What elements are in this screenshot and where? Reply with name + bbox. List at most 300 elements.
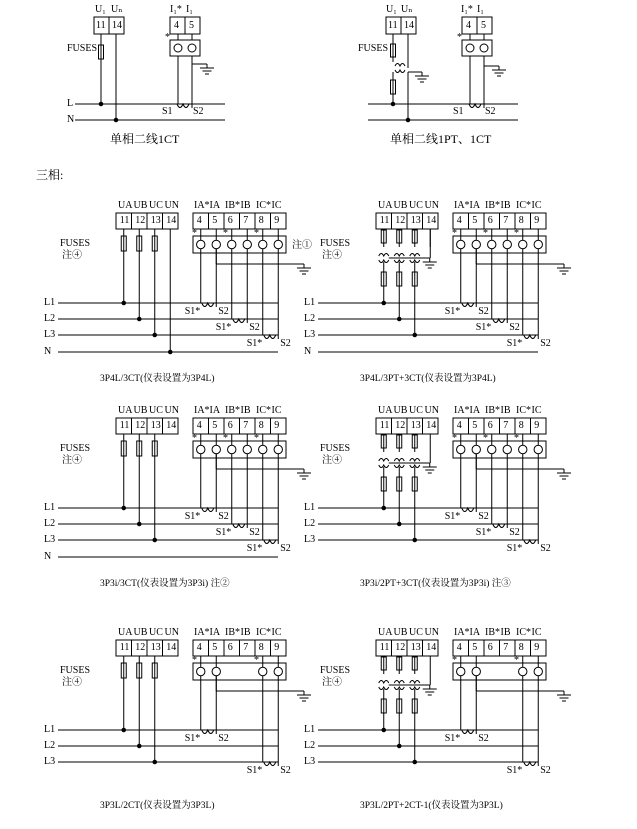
d3-s2-0: S2 xyxy=(218,306,229,317)
d7-head-ia: IA xyxy=(209,627,221,638)
d6-measure-circle xyxy=(457,445,465,453)
d4-ct-coil xyxy=(524,335,536,339)
junction-dot xyxy=(382,301,386,305)
d3-note4: 注④ xyxy=(62,250,82,261)
d2-head-i1s: I₁* xyxy=(461,4,473,15)
d4-head-ua: UA xyxy=(378,200,393,211)
d8-head-ib: IB xyxy=(500,627,511,638)
section-three-phase-label: 三相: xyxy=(36,168,64,182)
d7-terminal-11: 11 xyxy=(119,642,130,653)
d7-s2-2: S2 xyxy=(280,765,291,776)
d8-note4: 注④ xyxy=(322,677,342,688)
d4-s1-1: S1* xyxy=(475,322,492,333)
d5-star-0: * xyxy=(192,433,197,444)
d8-caption: 3P3L/2PT+2CT-1(仪表设置为3P3L) xyxy=(360,801,503,811)
d3-terminal-6: 6 xyxy=(227,215,233,226)
d5-note4: 注④ xyxy=(62,455,82,466)
d8-s1-0: S1* xyxy=(444,733,461,744)
junction-dot xyxy=(168,350,172,354)
d8-pt xyxy=(379,681,389,684)
d1-star: * xyxy=(165,32,170,43)
d5-star-4: * xyxy=(254,433,259,444)
d3-measure-circle xyxy=(274,240,282,248)
d8-terminal-5: 5 xyxy=(472,642,478,653)
d4-head-ics: IC* xyxy=(516,200,531,211)
d6-terminal-14: 14 xyxy=(426,420,437,431)
d4-head-ias: IA* xyxy=(454,200,470,211)
d3-s1-2: S1* xyxy=(246,338,263,349)
d7-label-l2: L2 xyxy=(44,740,56,751)
d8-head-ics: IC* xyxy=(516,627,531,638)
d6-terminal-11: 11 xyxy=(379,420,390,431)
d8-measure-circle xyxy=(472,667,480,675)
d2-head-un: Uₙ xyxy=(401,4,413,15)
d4-terminal-7: 7 xyxy=(503,215,509,226)
d5-head-ias: IA* xyxy=(194,405,210,416)
d6-head-uc: UC xyxy=(409,405,423,416)
d3-terminal-4: 4 xyxy=(196,215,202,226)
d6-star-4: * xyxy=(514,433,519,444)
d5-measure-circle xyxy=(259,445,267,453)
d6-head-ib: IB xyxy=(500,405,511,416)
d4-terminal-5: 5 xyxy=(472,215,478,226)
d4-label-n: N xyxy=(304,346,312,357)
d2-star: * xyxy=(457,32,462,43)
d7-caption: 3P3L/2CT(仪表设置为3P3L) xyxy=(100,801,215,811)
junction-dot xyxy=(122,301,126,305)
junction-dot xyxy=(382,506,386,510)
d4-head-ub: UB xyxy=(393,200,408,211)
d7-head-ua: UA xyxy=(118,627,133,638)
d4-terminal-14: 14 xyxy=(426,215,437,226)
junction-dot xyxy=(114,118,118,122)
d5-s2-2: S2 xyxy=(280,543,291,554)
d7-measure-circle xyxy=(197,667,205,675)
d1-fuses-label: FUSES xyxy=(67,43,98,54)
d3-terminal-12: 12 xyxy=(135,215,146,226)
d2-measure-circle xyxy=(480,44,488,52)
d7-head-ibs: IB* xyxy=(225,627,240,638)
d6-label-l2: L2 xyxy=(304,518,316,529)
d5-terminal-6: 6 xyxy=(227,420,233,431)
junction-dot xyxy=(413,760,417,764)
d4-s1-0: S1* xyxy=(444,306,461,317)
d4-measure-circle xyxy=(534,240,542,248)
d8-measure-circle xyxy=(457,667,465,675)
d6-s2-2: S2 xyxy=(540,543,551,554)
d5-head-ub: UB xyxy=(133,405,148,416)
d8-ct-coil xyxy=(462,730,474,734)
d7-note4: 注④ xyxy=(62,677,82,688)
d3-head-ia: IA xyxy=(209,200,221,211)
d3-measure-circle xyxy=(212,240,220,248)
d5-terminal-4: 4 xyxy=(196,420,202,431)
d6-star-0: * xyxy=(452,433,457,444)
d5-head-ia: IA xyxy=(209,405,221,416)
d4-pt xyxy=(379,254,389,257)
d2-terminal-4: 4 xyxy=(466,20,471,31)
d6-note4: 注④ xyxy=(322,455,342,466)
d8-head-ic: IC xyxy=(531,627,542,638)
junction-dot xyxy=(122,506,126,510)
d8-measure-circle xyxy=(534,667,542,675)
d4-s2-0: S2 xyxy=(478,306,489,317)
d5-measure-circle xyxy=(274,445,282,453)
d8-s1-2: S1* xyxy=(506,765,523,776)
d4-s1-2: S1* xyxy=(506,338,523,349)
d7-label-l3: L3 xyxy=(44,756,56,767)
d5-head-uc: UC xyxy=(149,405,163,416)
d3-note1: 注① xyxy=(292,240,312,251)
d5-head-ibs: IB* xyxy=(225,405,240,416)
d3-s1-0: S1* xyxy=(184,306,201,317)
d1-terminal-5: 5 xyxy=(189,20,194,31)
d8-head-ub: UB xyxy=(393,627,408,638)
d3-ct-coil xyxy=(264,335,276,339)
d8-terminal-12: 12 xyxy=(395,642,406,653)
d3-caption: 3P4L/3CT(仪表设置为3P4L) xyxy=(100,374,215,384)
d5-ct-coil xyxy=(233,524,245,528)
d6-measure-circle xyxy=(503,445,511,453)
d4-terminal-13: 13 xyxy=(410,215,421,226)
junction-dot xyxy=(397,317,401,321)
d2-caption: 单相二线1PT、1CT xyxy=(390,132,492,146)
d5-ct-coil xyxy=(264,540,276,544)
d3-ct-coil xyxy=(202,303,214,307)
junction-dot xyxy=(99,102,103,106)
d5-label-l1: L1 xyxy=(44,502,56,513)
d2-pt xyxy=(395,64,405,67)
d7-ct-coil xyxy=(202,730,214,734)
d3-ct-coil xyxy=(233,319,245,323)
d3-label-l1: L1 xyxy=(44,297,56,308)
d5-measure-circle xyxy=(228,445,236,453)
d6-head-ic: IC xyxy=(531,405,542,416)
d3-terminal-13: 13 xyxy=(150,215,161,226)
d7-star-0: * xyxy=(192,655,197,666)
d6-ct-coil xyxy=(493,524,505,528)
d2-head-u1: U₁ xyxy=(386,4,397,15)
d8-pt xyxy=(410,681,420,684)
d3-head-ibs: IB* xyxy=(225,200,240,211)
d6-s1-2: S1* xyxy=(506,543,523,554)
d5-measure-circle xyxy=(197,445,205,453)
d8-star-0: * xyxy=(452,655,457,666)
d8-terminal-11: 11 xyxy=(379,642,390,653)
d3-head-un: UN xyxy=(164,200,179,211)
d4-ct-coil xyxy=(462,303,474,307)
d5-terminal-5: 5 xyxy=(212,420,218,431)
d2-measure-circle xyxy=(466,44,474,52)
d6-head-ua: UA xyxy=(378,405,393,416)
d6-terminal-6: 6 xyxy=(487,420,493,431)
d3-terminal-14: 14 xyxy=(166,215,177,226)
d6-terminal-7: 7 xyxy=(503,420,509,431)
d4-head-uc: UC xyxy=(409,200,423,211)
d7-star-4: * xyxy=(254,655,259,666)
d7-head-ics: IC* xyxy=(256,627,271,638)
d4-terminal-8: 8 xyxy=(518,215,524,226)
d3-fuses-label: FUSES xyxy=(60,238,91,249)
d4-head-un: UN xyxy=(424,200,439,211)
junction-dot xyxy=(137,522,141,526)
d8-measure-circle xyxy=(519,667,527,675)
d8-terminal-7: 7 xyxy=(503,642,509,653)
d3-terminal-9: 9 xyxy=(274,215,280,226)
d5-head-ic: IC xyxy=(271,405,282,416)
d4-pt xyxy=(394,254,404,257)
d8-label-l3: L3 xyxy=(304,756,316,767)
d3-head-ics: IC* xyxy=(256,200,271,211)
d6-terminal-9: 9 xyxy=(534,420,540,431)
d3-measure-circle xyxy=(228,240,236,248)
d3-label-n: N xyxy=(44,346,52,357)
junction-dot xyxy=(153,333,157,337)
d5-label-l2: L2 xyxy=(44,518,56,529)
d5-s2-0: S2 xyxy=(218,511,229,522)
d5-s1-0: S1* xyxy=(184,511,201,522)
d2-pt xyxy=(395,70,405,73)
d3-ct-input-box xyxy=(193,236,286,253)
d6-star-2: * xyxy=(483,433,488,444)
d3-terminal-8: 8 xyxy=(258,215,264,226)
d7-terminal-13: 13 xyxy=(150,642,161,653)
d5-head-un: UN xyxy=(164,405,179,416)
d2-terminal-14: 14 xyxy=(404,20,414,31)
d6-measure-circle xyxy=(488,445,496,453)
d5-head-ua: UA xyxy=(118,405,133,416)
d5-measure-circle xyxy=(243,445,251,453)
d6-s2-1: S2 xyxy=(509,527,520,538)
d7-terminal-5: 5 xyxy=(212,642,218,653)
d4-terminal-11: 11 xyxy=(379,215,390,226)
d6-s1-0: S1* xyxy=(444,511,461,522)
d7-measure-circle xyxy=(259,667,267,675)
d4-head-ic: IC xyxy=(531,200,542,211)
d1-label-N: N xyxy=(67,114,75,125)
d6-pt xyxy=(410,459,420,462)
d3-head-ias: IA* xyxy=(194,200,210,211)
d5-s1-1: S1* xyxy=(215,527,232,538)
d1-head-u1: U₁ xyxy=(95,4,106,15)
d7-head-un: UN xyxy=(164,627,179,638)
d6-measure-circle xyxy=(534,445,542,453)
d7-head-uc: UC xyxy=(149,627,163,638)
d7-terminal-9: 9 xyxy=(274,642,280,653)
d6-terminal-8: 8 xyxy=(518,420,524,431)
d8-terminal-6: 6 xyxy=(487,642,493,653)
d5-terminal-7: 7 xyxy=(243,420,249,431)
d7-measure-circle xyxy=(212,667,220,675)
d7-s1-0: S1* xyxy=(184,733,201,744)
d2-terminal-5: 5 xyxy=(481,20,486,31)
d4-label-l1: L1 xyxy=(304,297,316,308)
d3-measure-circle xyxy=(243,240,251,248)
d4-caption: 3P4L/3PT+3CT(仪表设置为3P4L) xyxy=(360,374,496,384)
d4-terminal-6: 6 xyxy=(487,215,493,226)
d7-terminal-6: 6 xyxy=(227,642,233,653)
d4-terminal-12: 12 xyxy=(395,215,406,226)
d6-ct-coil xyxy=(524,540,536,544)
d6-head-ias: IA* xyxy=(454,405,470,416)
d3-head-ib: IB xyxy=(240,200,251,211)
d7-head-ic: IC xyxy=(271,627,282,638)
d1-measure-circle xyxy=(174,44,182,52)
junction-dot xyxy=(413,333,417,337)
d6-measure-circle xyxy=(519,445,527,453)
d7-head-ub: UB xyxy=(133,627,148,638)
d4-label-l3: L3 xyxy=(304,329,316,340)
d4-ct-coil xyxy=(493,319,505,323)
d3-measure-circle xyxy=(259,240,267,248)
d3-terminal-11: 11 xyxy=(119,215,130,226)
d5-s1-2: S1* xyxy=(246,543,263,554)
d1-measure-circle xyxy=(188,44,196,52)
junction-dot xyxy=(137,317,141,321)
d1-head-i1: I₁ xyxy=(186,4,193,15)
d3-head-ic: IC xyxy=(271,200,282,211)
d8-star-4: * xyxy=(514,655,519,666)
d7-head-ib: IB xyxy=(240,627,251,638)
d6-caption: 3P3i/2PT+3CT(仪表设置为3P3i) 注③ xyxy=(360,579,511,589)
junction-dot xyxy=(413,538,417,542)
d6-s2-0: S2 xyxy=(478,511,489,522)
d6-terminal-12: 12 xyxy=(395,420,406,431)
d4-star-2: * xyxy=(483,228,488,239)
d6-measure-circle xyxy=(472,445,480,453)
d1-terminal-11: 11 xyxy=(96,20,106,31)
d7-measure-circle xyxy=(274,667,282,675)
d4-star-4: * xyxy=(514,228,519,239)
d8-head-uc: UC xyxy=(409,627,423,638)
d6-head-ub: UB xyxy=(393,405,408,416)
d3-head-ua: UA xyxy=(118,200,133,211)
d4-pt xyxy=(410,254,420,257)
d6-ct-input-box xyxy=(453,441,546,458)
d8-pt xyxy=(394,681,404,684)
junction-dot xyxy=(137,744,141,748)
d1-label-s2: S2 xyxy=(193,106,204,117)
d5-ct-input-box xyxy=(193,441,286,458)
d8-terminal-14: 14 xyxy=(426,642,437,653)
d8-terminal-4: 4 xyxy=(456,642,462,653)
d8-s2-2: S2 xyxy=(540,765,551,776)
d6-head-ibs: IB* xyxy=(485,405,500,416)
d8-terminal-13: 13 xyxy=(410,642,421,653)
d7-s2-0: S2 xyxy=(218,733,229,744)
d1-label-L: L xyxy=(67,98,74,109)
d8-fuses-label: FUSES xyxy=(320,665,351,676)
d8-s2-0: S2 xyxy=(478,733,489,744)
d5-terminal-11: 11 xyxy=(119,420,130,431)
d4-measure-circle xyxy=(519,240,527,248)
d6-head-un: UN xyxy=(424,405,439,416)
junction-dot xyxy=(406,118,410,122)
d5-terminal-13: 13 xyxy=(150,420,161,431)
d6-pt xyxy=(394,459,404,462)
d5-fuses-label: FUSES xyxy=(60,443,91,454)
d4-star-0: * xyxy=(452,228,457,239)
d7-label-l1: L1 xyxy=(44,724,56,735)
d3-terminal-7: 7 xyxy=(243,215,249,226)
d3-star-0: * xyxy=(192,228,197,239)
d6-terminal-4: 4 xyxy=(456,420,462,431)
d8-head-un: UN xyxy=(424,627,439,638)
d4-s2-1: S2 xyxy=(509,322,520,333)
d2-terminal-11: 11 xyxy=(388,20,398,31)
d5-caption: 3P3i/3CT(仪表设置为3P3i) 注② xyxy=(100,579,230,589)
d4-measure-circle xyxy=(472,240,480,248)
d6-s1-1: S1* xyxy=(475,527,492,538)
d4-note4: 注④ xyxy=(322,250,342,261)
junction-dot xyxy=(382,728,386,732)
d4-measure-circle xyxy=(488,240,496,248)
d7-head-ias: IA* xyxy=(194,627,210,638)
d3-label-l2: L2 xyxy=(44,313,56,324)
d8-terminal-9: 9 xyxy=(534,642,540,653)
d4-label-l2: L2 xyxy=(304,313,316,324)
junction-dot xyxy=(397,522,401,526)
d1-terminal-14: 14 xyxy=(112,20,122,31)
d6-terminal-13: 13 xyxy=(410,420,421,431)
d1-head-i1s: I₁* xyxy=(170,4,182,15)
d3-star-2: * xyxy=(223,228,228,239)
d2-fuses-label: FUSES xyxy=(358,43,389,54)
junction-dot xyxy=(391,102,395,106)
d7-terminal-7: 7 xyxy=(243,642,249,653)
d4-head-ibs: IB* xyxy=(485,200,500,211)
d3-s2-1: S2 xyxy=(249,322,260,333)
d5-terminal-8: 8 xyxy=(258,420,264,431)
d6-pt xyxy=(379,459,389,462)
d6-head-ia: IA xyxy=(469,405,481,416)
d4-s2-2: S2 xyxy=(540,338,551,349)
d4-ct-input-box xyxy=(453,236,546,253)
d7-terminal-12: 12 xyxy=(135,642,146,653)
d5-measure-circle xyxy=(212,445,220,453)
d4-terminal-4: 4 xyxy=(456,215,462,226)
d3-terminal-5: 5 xyxy=(212,215,218,226)
d7-terminal-14: 14 xyxy=(166,642,177,653)
d5-terminal-9: 9 xyxy=(274,420,280,431)
d8-head-ibs: IB* xyxy=(485,627,500,638)
d2-label-s2: S2 xyxy=(485,106,496,117)
d4-measure-circle xyxy=(457,240,465,248)
d5-s2-1: S2 xyxy=(249,527,260,538)
d2-label-s1: S1 xyxy=(453,106,464,117)
d3-measure-circle xyxy=(197,240,205,248)
d4-fuses-label: FUSES xyxy=(320,238,351,249)
d1-label-s1: S1 xyxy=(162,106,173,117)
d8-ct-input-box xyxy=(453,663,546,680)
d1-ct-coil xyxy=(177,104,189,108)
d8-head-ua: UA xyxy=(378,627,393,638)
d3-s2-2: S2 xyxy=(280,338,291,349)
d6-terminal-5: 5 xyxy=(472,420,478,431)
d5-star-2: * xyxy=(223,433,228,444)
d8-ct-coil xyxy=(524,762,536,766)
junction-dot xyxy=(153,760,157,764)
d4-head-ia: IA xyxy=(469,200,481,211)
d3-head-ub: UB xyxy=(133,200,148,211)
d5-label-l3: L3 xyxy=(44,534,56,545)
d6-fuses-label: FUSES xyxy=(320,443,351,454)
d2-ct-coil xyxy=(469,104,481,108)
d3-star-4: * xyxy=(254,228,259,239)
d6-label-l1: L1 xyxy=(304,502,316,513)
d2-head-i1: I₁ xyxy=(477,4,484,15)
d4-head-ib: IB xyxy=(500,200,511,211)
